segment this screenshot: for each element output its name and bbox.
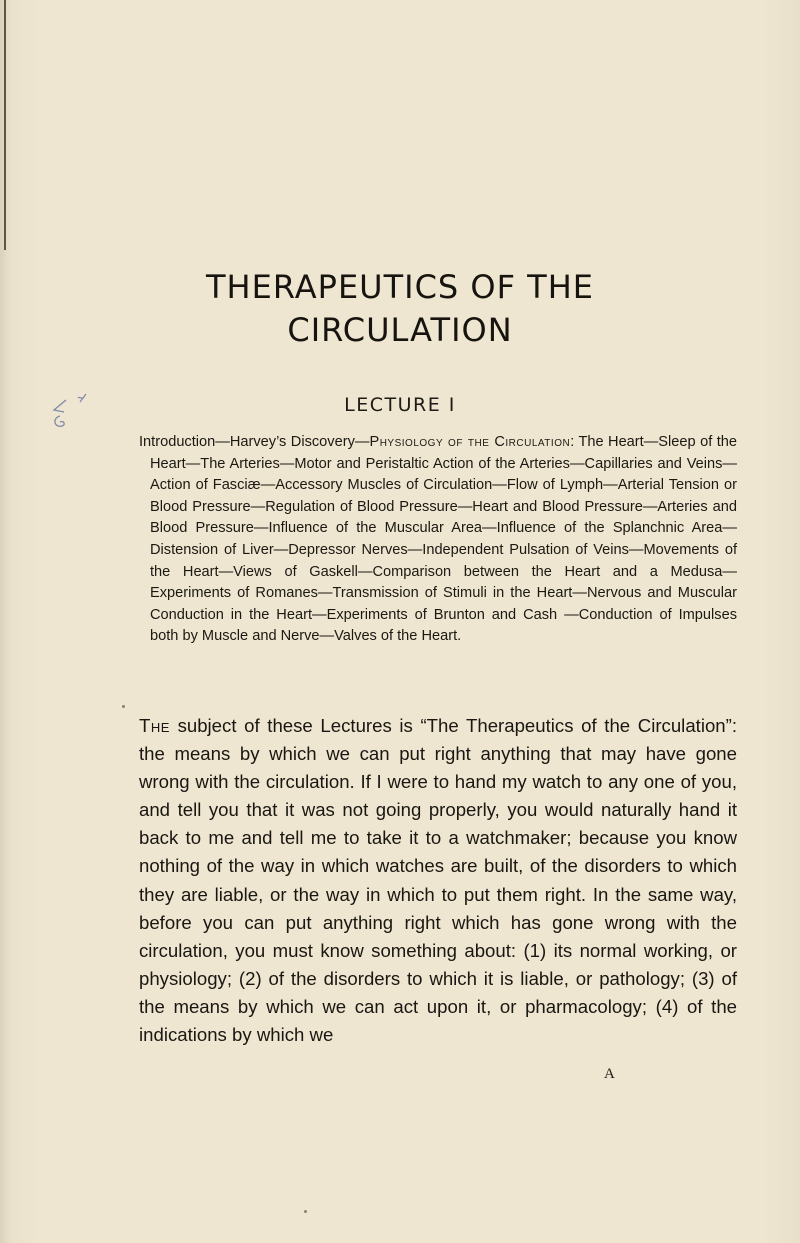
synopsis-section-title: Physiology of the Circulation	[369, 434, 571, 450]
book-title-line-1: THERAPEUTICS OF THE	[206, 268, 594, 306]
body-first-word: The	[139, 715, 170, 736]
body-paragraph	[139, 712, 737, 1049]
lecture-heading: LECTURE I	[344, 394, 456, 416]
page-edge-line	[4, 0, 6, 250]
synopsis-contents: : The Heart—Sleep of the Heart—The Arteries—Motor and Peristaltic Action of the Arteries—Capillaries and Veins—Action of Fasciæ—Accessory Muscles of Circulation—Flow of Lymph—Arterial Tension or Blood Pressure—Regulation of Blood Pressure—Heart and Blood Pressure—Arteries and Blood Pressure—Influence of the Muscular Area—Influence of the Splanchnic Area—Distension of Liver—Depressor Nerves—Independent Pulsation of Veins—Movements of the Heart—Views of Gaskell—Comparison between the Heart and a Medusa—Experiments of Romanes—Transmission of Stimuli in the Heart—Nervous and Muscular Conduction in the Heart—Experiments of Brunton and Cash —Conduction of Impulses both by Muscle and Nerve—Valves of the Heart.	[150, 434, 737, 645]
book-title-line-2: CIRCULATION	[287, 311, 513, 349]
lecture-synopsis	[139, 432, 737, 648]
paper-speck	[122, 705, 125, 708]
body-text: subject of these Lectures is “The Therapeutics of the Circulation”: the means by which we can put right anything that may have gone wrong with the circulation. If I were to hand my watch to any one of you, and tell you that it was not going properly, you would naturally hand it back to me and tell me to take it to a watchmaker; because you know nothing of the way in which watches are built, of the disorders to which they are liable, or the way in which to put them right. In the same way, before you can put anything right which has gone wrong with the circulation, you must know something about: (1) its normal working, or physiology; (2) of the disorders to which it is liable, or pathology; (3) of the means by which we can act upon it, or pharmacology; (4) of the indications by which we	[139, 715, 737, 1046]
synopsis-lead: Introduction—Harvey’s Discovery—	[139, 434, 370, 450]
paper-speck	[304, 1210, 307, 1213]
signature-mark: A	[604, 1066, 615, 1082]
